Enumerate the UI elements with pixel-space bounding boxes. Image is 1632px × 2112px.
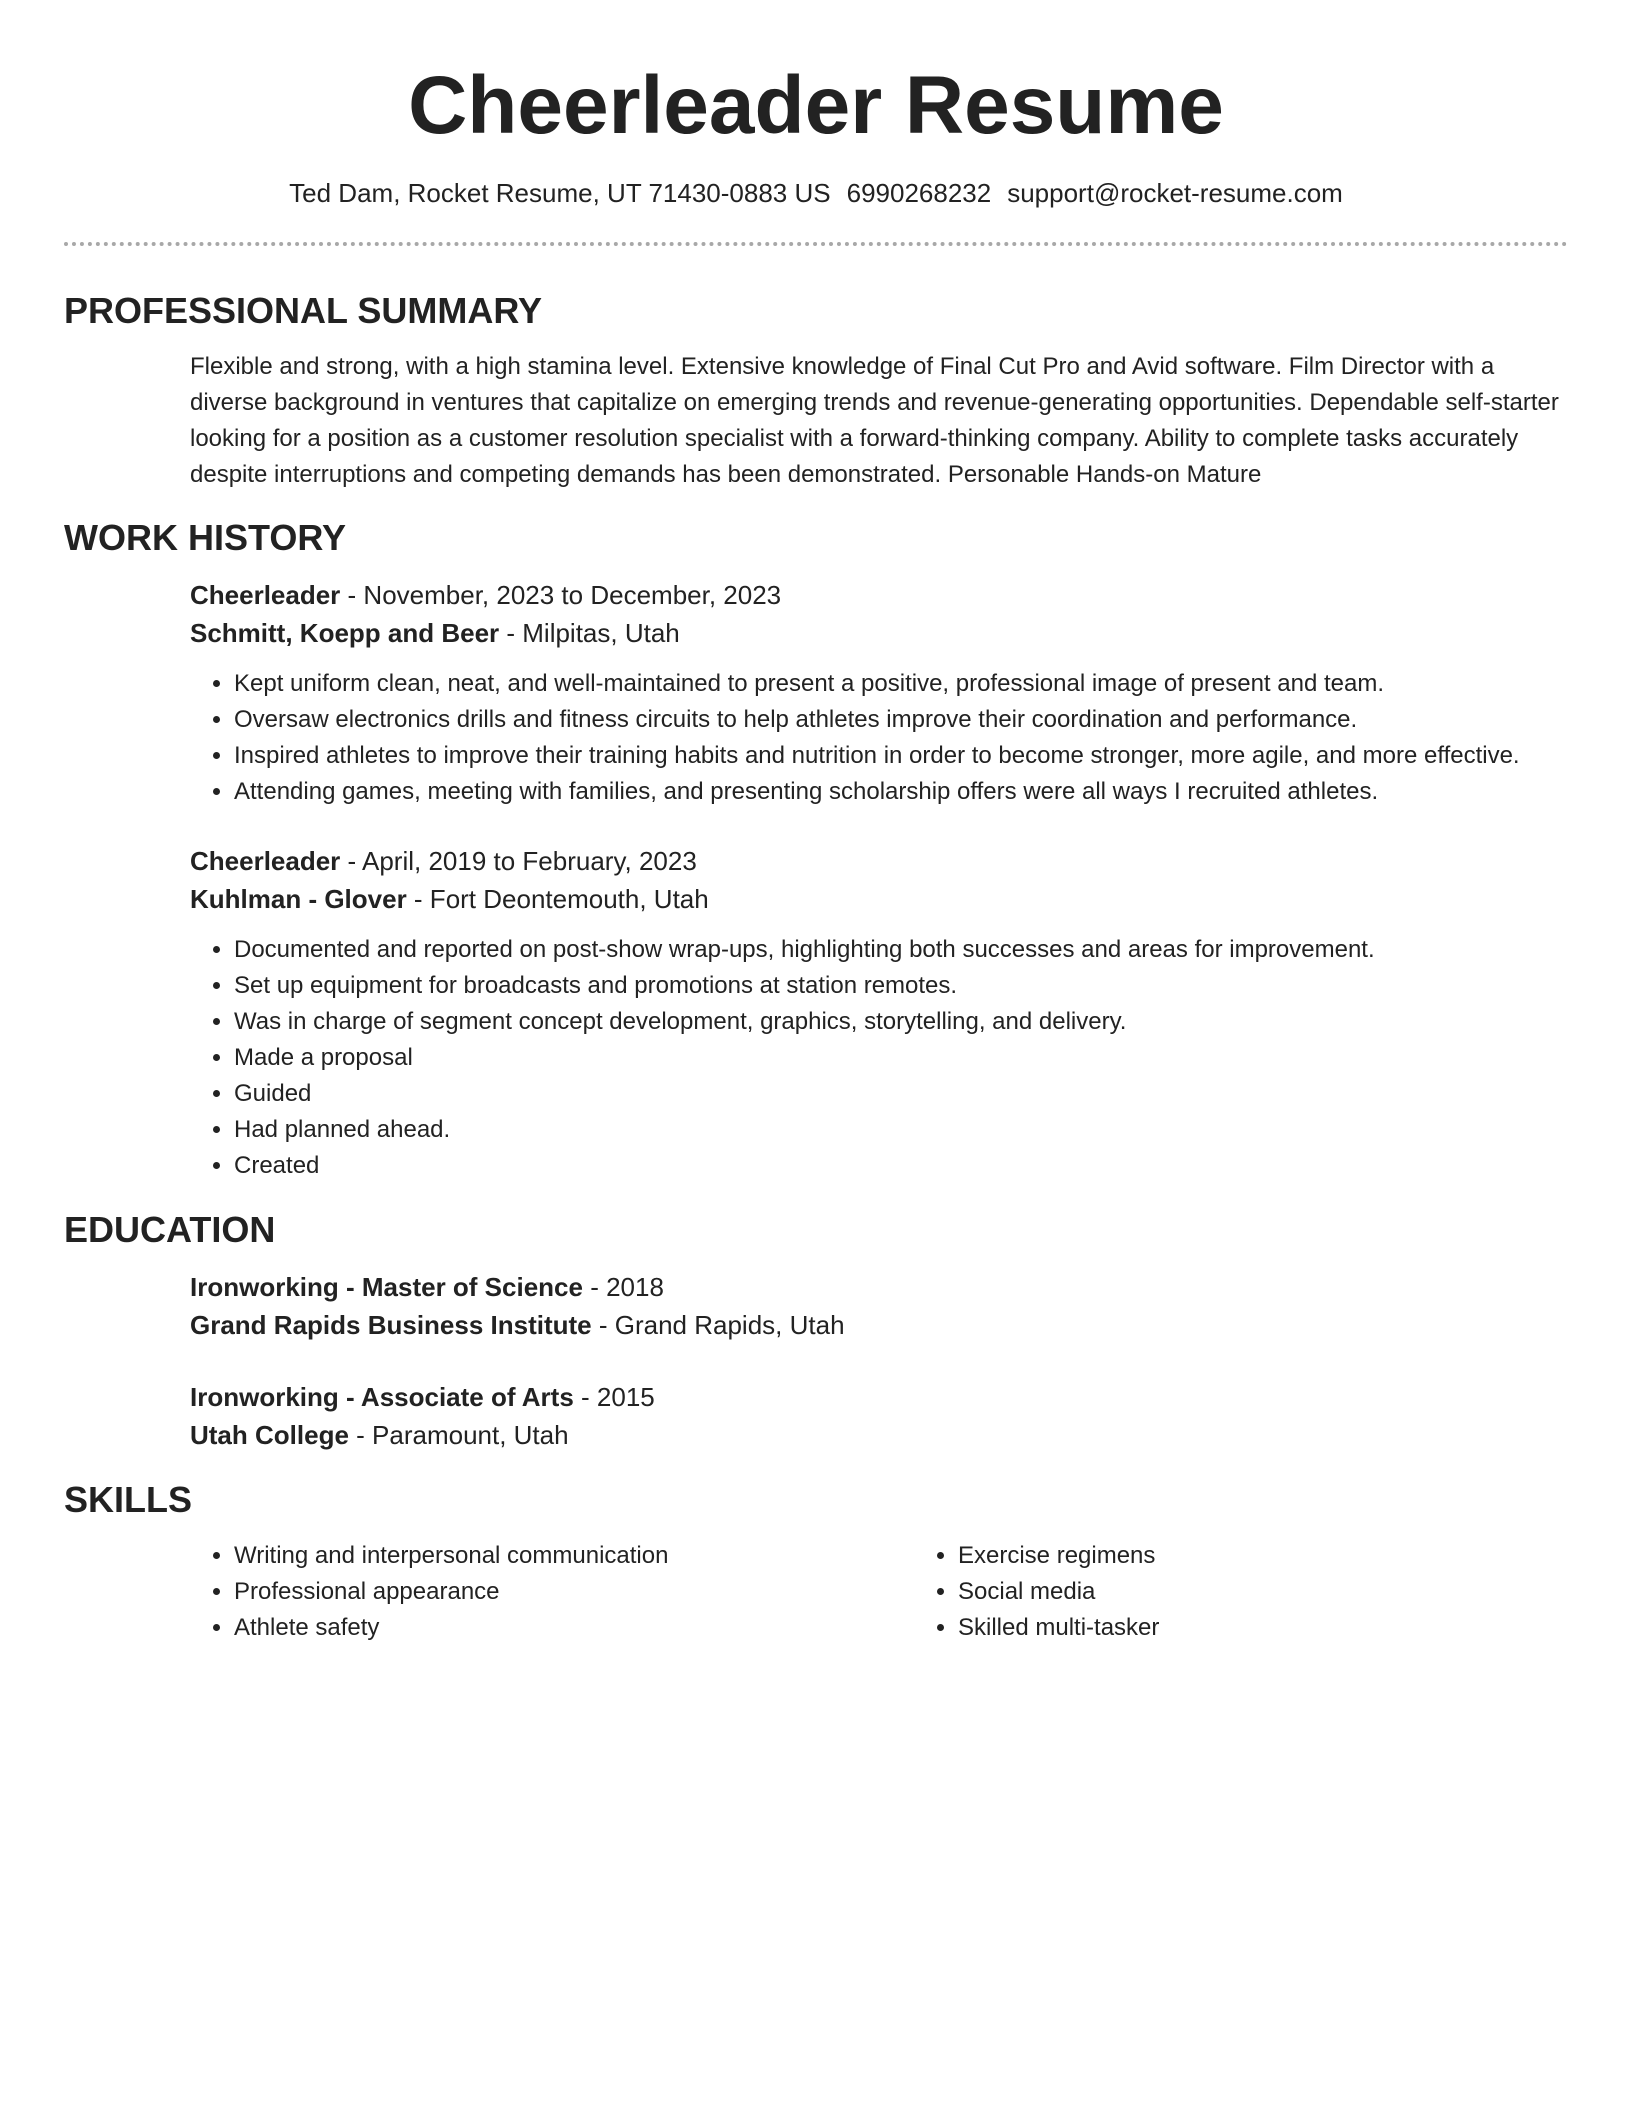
job-duties-list [190, 666, 1568, 810]
education-degree: Ironworking - Associate of Arts [190, 1382, 574, 1412]
education-school-line [190, 1416, 1568, 1454]
list-item: • Oversaw electronics drills and fitness circuits to help athletes improve their coordination and performance. [234, 702, 1568, 738]
job-title: Cheerleader [190, 846, 341, 876]
job-company: Kuhlman - Glover [190, 884, 407, 914]
education-entry [190, 1268, 1568, 1344]
education-year: - 2018 [582, 1272, 664, 1302]
job-company: Schmitt, Koepp and Beer [190, 618, 500, 648]
job-location: - Fort Deontemouth, Utah [406, 884, 709, 914]
skills-grid [190, 1538, 1568, 1646]
work-history-heading: WORK HISTORY [64, 517, 347, 558]
education-heading: EDUCATION [64, 1209, 276, 1250]
job-duties-list [190, 932, 1568, 1184]
job-location: - Milpitas, Utah [499, 618, 680, 648]
list-item: • Guided [234, 1076, 1568, 1112]
contact-phone: 6990268232 [846, 178, 992, 208]
summary-section [190, 349, 1568, 493]
list-item: • Documented and reported on post-show wrap-ups, highlighting both successes and areas for improvement. [234, 932, 1568, 968]
job-company-line [190, 880, 1568, 918]
education-year: - 2015 [573, 1382, 655, 1412]
job-dates: - April, 2019 to February, 2023 [340, 846, 697, 876]
list-item: • Was in charge of segment concept development, graphics, storytelling, and delivery. [234, 1004, 1568, 1040]
job-entry [190, 842, 1568, 1184]
job-dates: - November, 2023 to December, 2023 [340, 580, 782, 610]
skill-item: • Exercise regimens [958, 1538, 1558, 1574]
skill-item: • Writing and interpersonal communication [234, 1538, 914, 1574]
skill-item: • Professional appearance [234, 1574, 914, 1610]
skills-list-left [190, 1538, 914, 1646]
job-title-line [190, 842, 1568, 880]
education-location: - Grand Rapids, Utah [591, 1310, 845, 1340]
education-school: Grand Rapids Business Institute [190, 1310, 592, 1340]
education-degree-line [190, 1268, 1568, 1306]
resume-title: Cheerleader Resume [408, 60, 1224, 151]
education-school-line [190, 1306, 1568, 1344]
skill-item: • Social media [958, 1574, 1558, 1610]
skills-heading: SKILLS [64, 1479, 193, 1520]
list-item: • Made a proposal [234, 1040, 1568, 1076]
education-entry [190, 1378, 1568, 1454]
job-entry [190, 576, 1568, 810]
education-degree: Ironworking - Master of Science [190, 1272, 583, 1302]
education-location: - Paramount, Utah [348, 1420, 569, 1450]
summary-text: Flexible and strong, with a high stamina level. Extensive knowledge of Final Cut Pro and Avid software. Film Director with a diverse background in ventures that capitalize on emerging trends and revenue-generating opportunities. Dependable self-starter looking for a position as a customer resolution specialist with a forward-thinking company. Ability to complete tasks accurately despite interruptions and competing demands has been demonstrated. Personable Hands-on Mature [190, 353, 1559, 488]
skills-list-right [914, 1538, 1558, 1646]
contact-line [64, 176, 1568, 210]
job-title-line [190, 576, 1568, 614]
contact-email: support@rocket-resume.com [1007, 178, 1343, 208]
list-item: • Kept uniform clean, neat, and well-maintained to present a positive, professional image of present and team. [234, 666, 1568, 702]
job-title: Cheerleader [190, 580, 341, 610]
education-school: Utah College [190, 1420, 349, 1450]
list-item: • Inspired athletes to improve their training habits and nutrition in order to become stronger, more agile, and more effective. [234, 738, 1568, 774]
education-degree-line [190, 1378, 1568, 1416]
skill-item: • Skilled multi-tasker [958, 1610, 1558, 1646]
summary-heading: PROFESSIONAL SUMMARY [64, 290, 543, 331]
list-item: • Set up equipment for broadcasts and promotions at station remotes. [234, 968, 1568, 1004]
contact-address: Ted Dam, Rocket Resume, UT 71430-0883 US [289, 178, 831, 208]
header-divider [64, 242, 1568, 246]
list-item: • Created [234, 1148, 1568, 1184]
skill-item: • Athlete safety [234, 1610, 914, 1646]
job-company-line [190, 614, 1568, 652]
list-item: • Attending games, meeting with families, and presenting scholarship offers were all ways I recruited athletes. [234, 774, 1568, 810]
list-item: • Had planned ahead. [234, 1112, 1568, 1148]
